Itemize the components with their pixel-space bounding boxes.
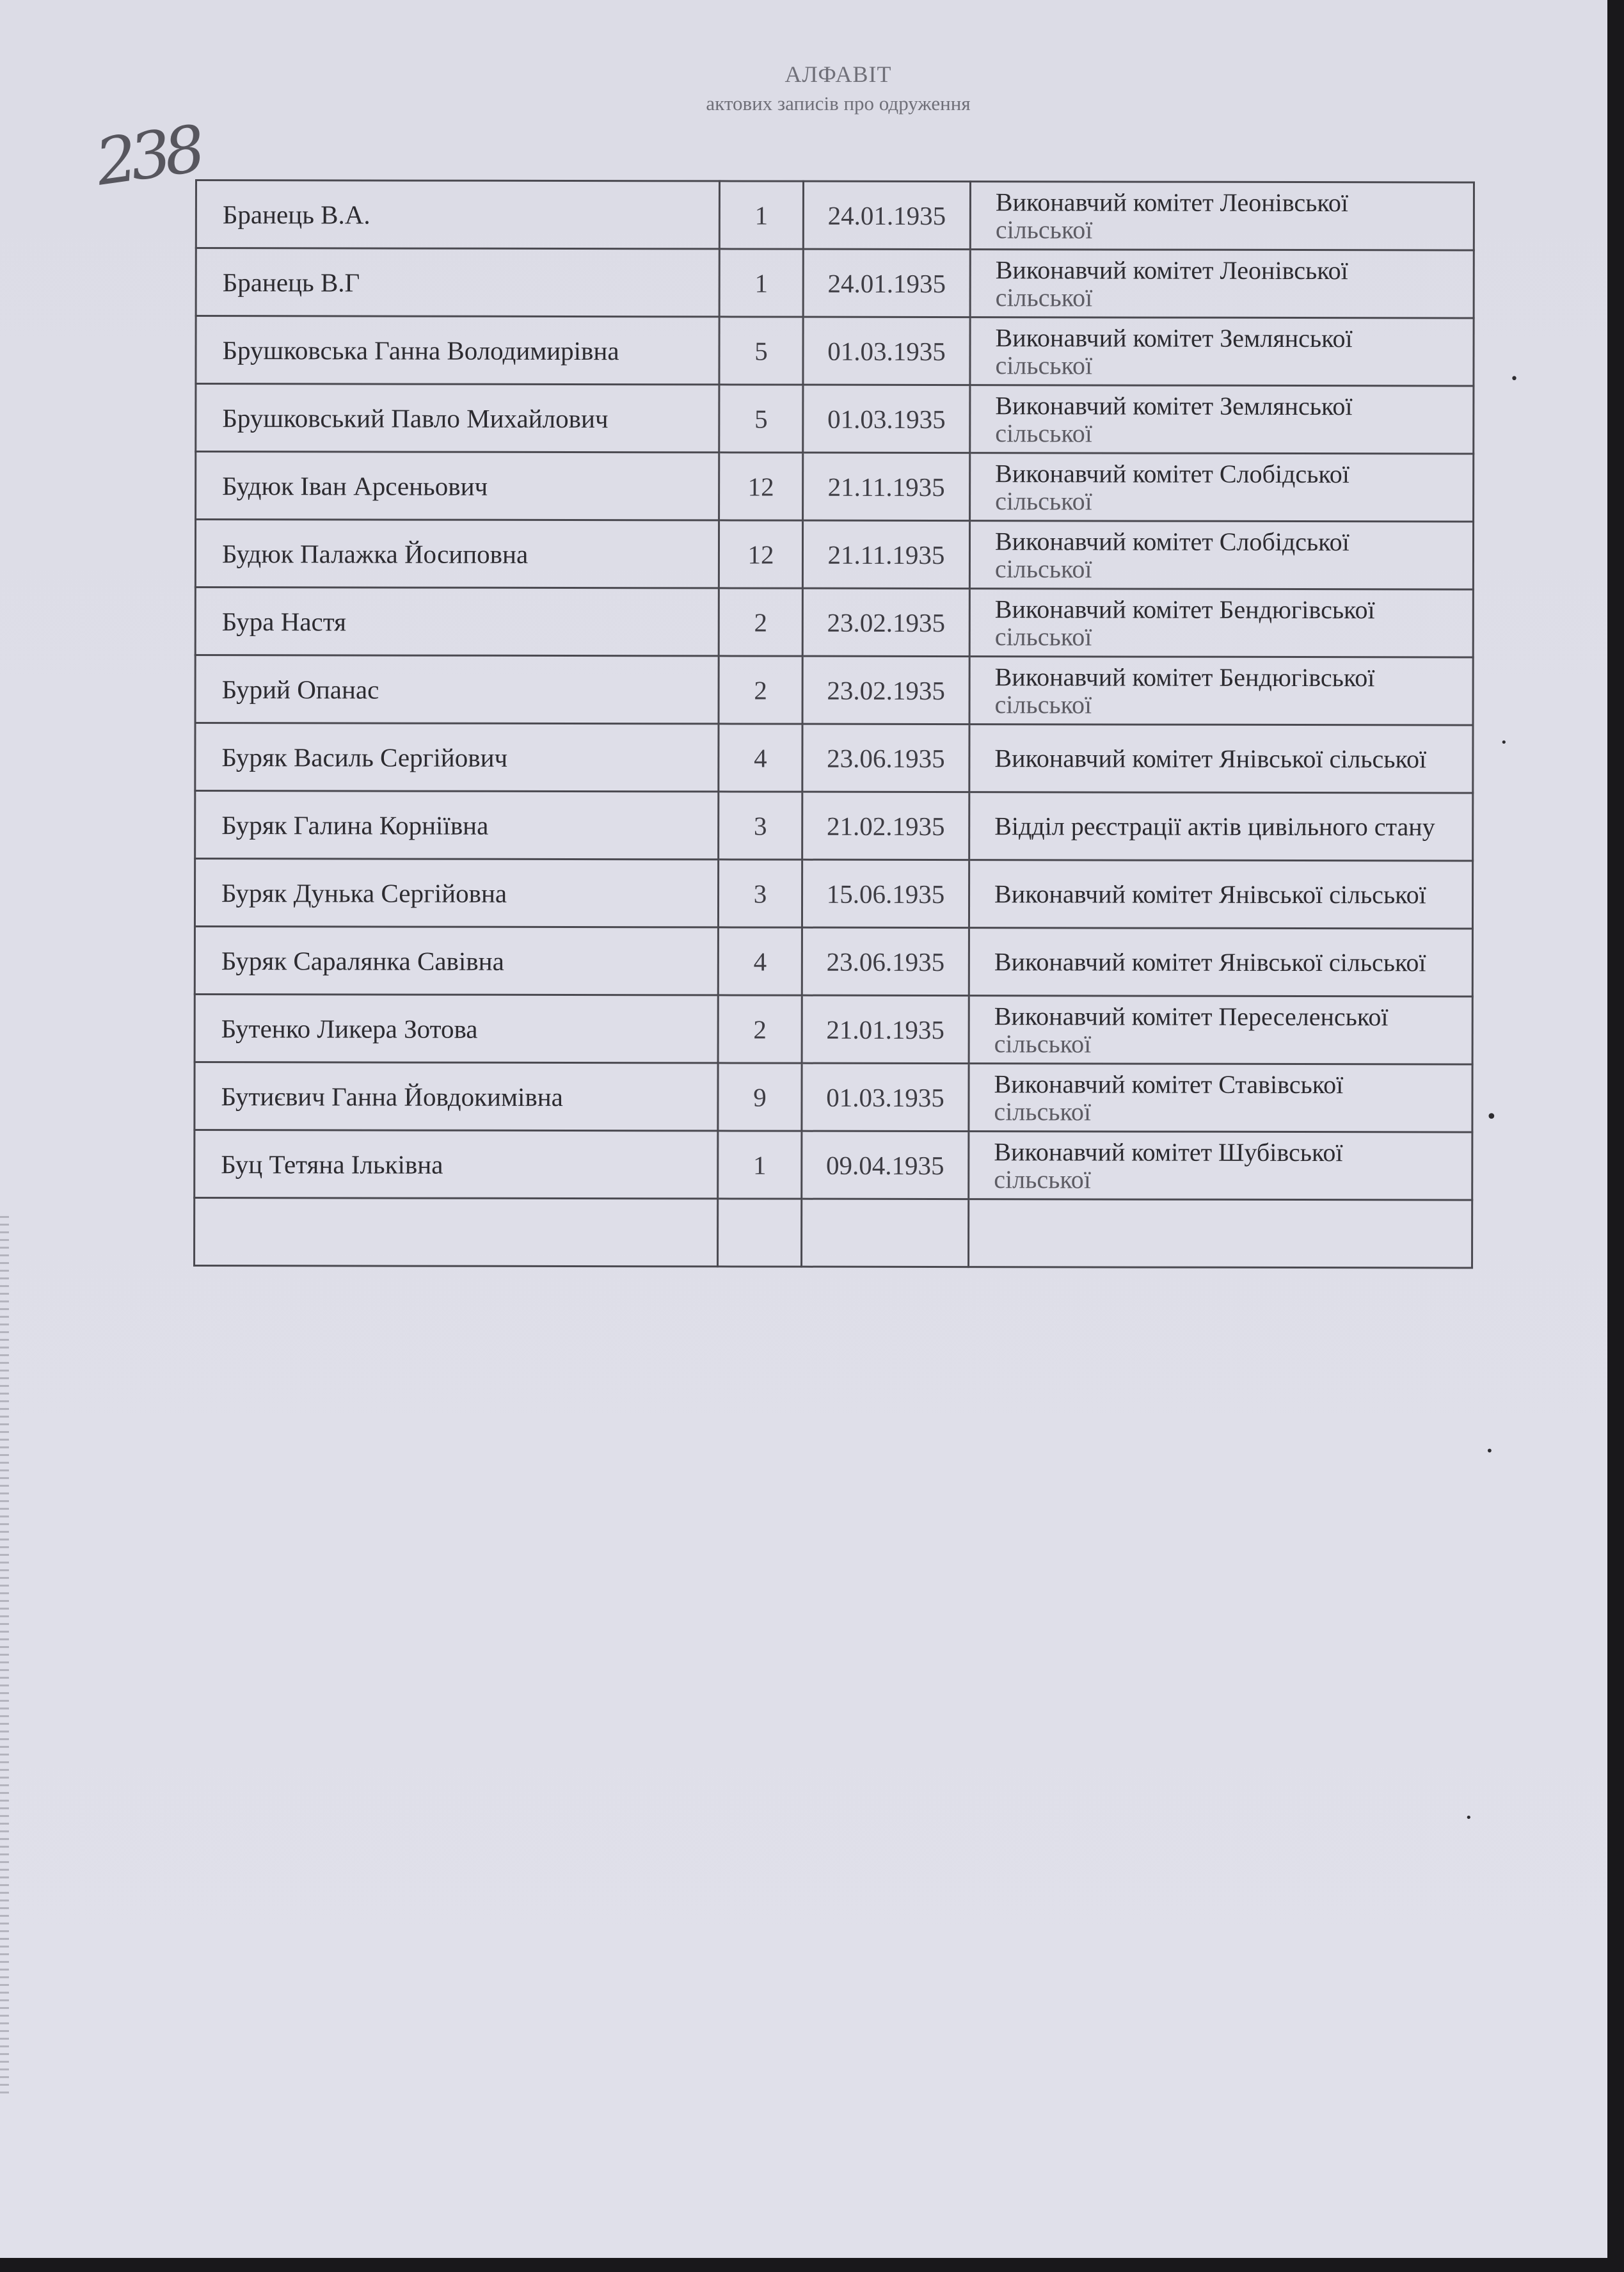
registry-office-cell — [969, 792, 1473, 861]
registry-office-line2: сільської — [994, 1096, 1092, 1126]
date-cell: 01.03.1935 — [802, 1063, 969, 1131]
record-number-cell: 4 — [719, 724, 802, 792]
table-row — [195, 723, 1473, 793]
table-row — [195, 927, 1472, 996]
date-cell: 21.11.1935 — [802, 520, 969, 588]
date-cell: 21.11.1935 — [803, 452, 970, 520]
registry-office-line1: Виконавчий комітет Янівської сільської — [994, 744, 1427, 774]
paper-speck: • — [1486, 1443, 1493, 1459]
scan-border-bottom — [0, 2258, 1624, 2272]
registry-office-line2: сільської — [994, 689, 1092, 719]
table-row — [196, 316, 1474, 386]
registry-office-line2: сільської — [994, 1028, 1092, 1058]
table-row — [195, 859, 1472, 929]
registry-office-line1: Виконавчий комітет Землянської — [995, 390, 1353, 420]
registry-office-line2: сільської — [994, 554, 1092, 583]
registry-office-line1: Виконавчий комітет Слобідської — [995, 458, 1349, 488]
registry-office-cell — [970, 182, 1474, 250]
name-cell: Буряк Галина Корніївна — [195, 791, 719, 860]
table-row — [195, 520, 1473, 589]
date-cell: 24.01.1935 — [803, 181, 970, 249]
date-cell: 23.02.1935 — [802, 588, 969, 656]
record-number-cell: 12 — [719, 520, 802, 588]
registry-office-cell — [969, 1132, 1472, 1200]
registry-office-line2: сільської — [994, 1164, 1091, 1194]
registry-office-line2: сільської — [995, 282, 1093, 312]
registry-office-cell — [970, 385, 1474, 454]
name-cell: Буц Тетяна Ільківна — [195, 1130, 718, 1199]
name-cell: Брушковський Павло Михайлович — [196, 384, 719, 452]
date-cell: 01.03.1935 — [803, 317, 970, 385]
date-cell: 24.01.1935 — [803, 249, 970, 317]
marriage-records-table — [193, 179, 1475, 1268]
name-cell: Буряк Саралянка Савівна — [195, 927, 718, 995]
table-row — [196, 248, 1474, 318]
date-cell: 23.02.1935 — [802, 656, 969, 724]
record-number-cell: 1 — [719, 249, 803, 317]
name-cell: Брушковська Ганна Володимирівна — [196, 316, 719, 385]
registry-office-line1: Виконавчий комітет Переселенської — [994, 1001, 1389, 1031]
record-number-cell: 9 — [718, 1063, 802, 1131]
table-row — [195, 995, 1472, 1064]
document-title: АЛФАВІТ — [784, 61, 892, 87]
registry-office-cell — [970, 250, 1474, 318]
empty-date-cell — [802, 1199, 969, 1267]
registry-office-line2: сільської — [995, 418, 1092, 447]
handwritten-page-number: 238 — [91, 111, 204, 200]
record-number-cell: 5 — [719, 385, 803, 452]
date-cell: 09.04.1935 — [802, 1131, 969, 1199]
registry-office-cell — [969, 657, 1473, 725]
registry-office-cell — [969, 860, 1472, 929]
name-cell: Бранець В.Г — [196, 248, 719, 317]
table-row — [195, 588, 1473, 657]
record-number-cell: 3 — [719, 792, 802, 860]
registry-office-line1: Виконавчий комітет Янівської сільської — [994, 879, 1426, 909]
paper-speck: • — [1501, 736, 1508, 749]
paper-speck: • — [1486, 1106, 1497, 1128]
empty-org-cell — [969, 1199, 1472, 1268]
date-cell: 01.03.1935 — [803, 385, 970, 452]
table-row — [195, 655, 1473, 725]
registry-office-line1: Відділ реєстрації актів цивільного стану — [994, 812, 1435, 842]
registry-office-cell — [970, 317, 1474, 386]
record-number-cell: 3 — [718, 860, 802, 927]
registry-office-line1: Виконавчий комітет Бендюгівської — [994, 594, 1375, 624]
scan-border-right — [1607, 0, 1624, 2272]
registry-office-cell — [969, 928, 1472, 996]
registry-office-line1: Виконавчий комітет Шубівської — [994, 1137, 1343, 1167]
record-number-cell: 2 — [719, 656, 802, 724]
registry-office-line1: Виконавчий комітет Ставівської — [994, 1069, 1344, 1099]
date-cell: 21.02.1935 — [802, 792, 969, 860]
registry-office-cell — [969, 521, 1473, 589]
name-cell: Бурий Опанас — [195, 655, 719, 724]
date-cell: 23.06.1935 — [802, 927, 969, 995]
registry-office-line2: сільської — [995, 350, 1093, 380]
name-cell: Бранець В.А. — [196, 180, 719, 249]
registry-office-line2: сільської — [995, 486, 1092, 515]
registry-office-cell — [969, 1064, 1472, 1132]
record-number-cell: 5 — [719, 317, 803, 385]
table-row — [196, 452, 1474, 522]
record-number-cell: 12 — [719, 452, 803, 520]
registry-office-cell — [969, 589, 1473, 657]
name-cell: Буряк Дунька Сергійовна — [195, 859, 718, 927]
table-row — [195, 791, 1473, 861]
registry-office-line1: Виконавчий комітет Слобідської — [994, 526, 1349, 556]
name-cell: Будюк Палажка Йосиповна — [195, 520, 719, 588]
paper-speck: • — [1465, 1811, 1472, 1825]
record-number-cell: 4 — [718, 927, 802, 995]
table-row — [196, 180, 1474, 250]
name-cell: Бура Настя — [195, 588, 719, 656]
record-number-cell: 1 — [719, 181, 803, 249]
registry-office-line2: сільської — [995, 214, 1093, 244]
empty-number-cell — [718, 1199, 802, 1267]
registry-office-cell — [969, 996, 1472, 1064]
table-row-empty — [195, 1198, 1472, 1268]
name-cell: Буряк Василь Сергійович — [195, 723, 719, 792]
table-body — [195, 180, 1474, 1268]
registry-office-line1: Виконавчий комітет Леонівської — [995, 255, 1348, 285]
registry-office-line1: Виконавчий комітет Землянської — [995, 323, 1353, 353]
date-cell: 15.06.1935 — [802, 860, 969, 927]
date-cell: 23.06.1935 — [802, 724, 969, 792]
record-number-cell: 2 — [719, 588, 802, 656]
name-cell: Бутиєвич Ганна Йовдокимівна — [195, 1062, 718, 1131]
registry-office-cell — [970, 453, 1474, 522]
binding-perforation — [0, 1216, 9, 2099]
registry-office-line1: Виконавчий комітет Янівської сільської — [994, 947, 1426, 977]
name-cell: Будюк Іван Арсеньович — [196, 452, 719, 520]
registry-office-line1: Виконавчий комітет Леонівської — [995, 187, 1348, 217]
table-row — [195, 1130, 1472, 1200]
table-row — [195, 1062, 1472, 1132]
name-cell: Бутенко Ликера Зотова — [195, 995, 718, 1063]
record-number-cell: 2 — [718, 995, 802, 1063]
table-row — [196, 384, 1474, 454]
registry-office-cell — [969, 724, 1473, 793]
registry-office-line1: Виконавчий комітет Бендюгівської — [994, 662, 1375, 692]
registry-office-line2: сільської — [994, 621, 1092, 651]
document-subtitle: актових записів про одруження — [706, 92, 971, 115]
paper-speck: • — [1510, 371, 1518, 387]
date-cell: 21.01.1935 — [802, 995, 969, 1063]
record-number-cell: 1 — [718, 1131, 802, 1199]
empty-name-cell — [195, 1198, 718, 1267]
